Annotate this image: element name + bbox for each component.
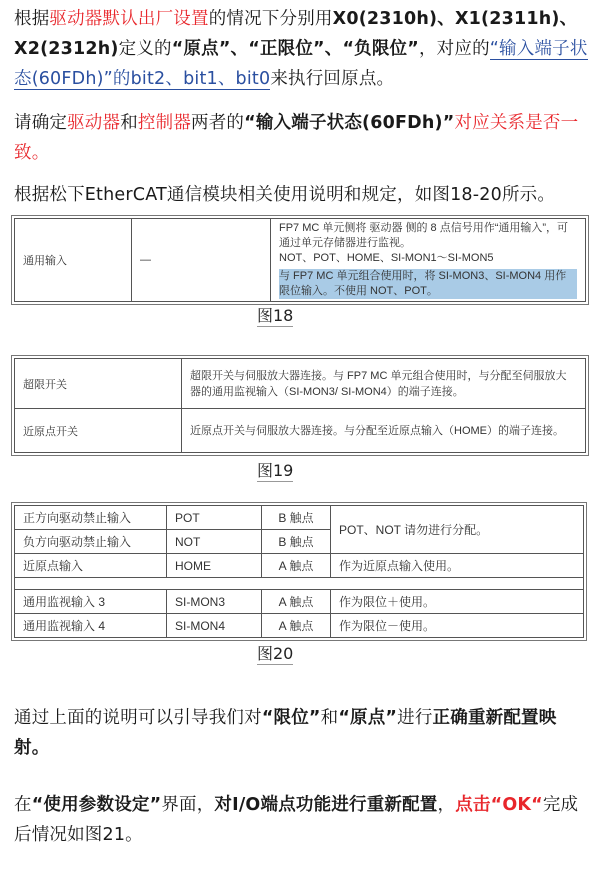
fig19-label: 超限开关 xyxy=(15,359,182,409)
text: 和 xyxy=(120,113,138,133)
signal-note: 作为限位＋使用。 xyxy=(331,590,584,614)
signal-note: POT、NOT 请勿进行分配。 xyxy=(331,506,584,554)
fig18-desc1: FP7 MC 单元侧将 驱动器 侧的 8 点信号用作“通用输入”，可通过单元存储器进行监视。 xyxy=(279,222,569,249)
reference-paragraph: 根据松下EtherCAT通信模块相关使用说明和规定，如图18-20所示。 xyxy=(14,185,556,205)
text: 完成后情况如图21。 xyxy=(14,795,579,845)
bold-text: “使用参数设定” xyxy=(31,795,162,815)
contact-type: B 触点 xyxy=(262,530,331,554)
ok-instruction: 点击“OK“ xyxy=(455,795,543,815)
text: 定义的 xyxy=(118,39,172,59)
fig18-caption: 图18 xyxy=(257,306,294,325)
signal-note: 作为近原点输入使用。 xyxy=(331,554,584,578)
contact-type: B 触点 xyxy=(262,506,331,530)
red-text: 驱动器 xyxy=(67,113,121,133)
confirm-paragraph xyxy=(14,108,588,168)
fig18-desc2: NOT、POT、HOME、SI-MON1～SI-MON5 xyxy=(279,252,494,264)
text: 来执行回原点。 xyxy=(270,69,395,89)
text: 通过上面的说明可以引导我们对 xyxy=(14,708,262,728)
signal-code: HOME xyxy=(167,554,262,578)
bold-text: “原点” xyxy=(338,708,398,728)
text: 在 xyxy=(14,795,32,815)
instruction-paragraph xyxy=(14,790,588,850)
contact-type: A 触点 xyxy=(262,614,331,638)
red-text: 驱动器默认出厂设置 xyxy=(49,9,209,29)
text: 根据 xyxy=(14,9,50,29)
fig19-table xyxy=(14,358,586,453)
fig19-caption: 图19 xyxy=(257,461,294,480)
text: 和 xyxy=(320,708,339,728)
signal-name: 通用监视输入 4 xyxy=(15,614,167,638)
text: ， xyxy=(437,795,456,815)
signal-name: 通用监视输入 3 xyxy=(15,590,167,614)
link-text[interactable]: “输入端子状态(60FDh)”的bit2、bit1、bit0 xyxy=(14,39,588,89)
signal-code: NOT xyxy=(167,530,262,554)
fig18-label: 通用输入 xyxy=(15,219,132,302)
text: 界面， xyxy=(161,795,215,815)
signal-name: 负方向驱动禁止输入 xyxy=(15,530,167,554)
gap-row xyxy=(15,578,584,590)
signal-code: SI-MON4 xyxy=(167,614,262,638)
bold-text: 正确重新配置映射。 xyxy=(14,708,557,758)
intro-paragraph xyxy=(14,4,588,94)
text: 两者的 xyxy=(191,113,245,133)
contact-type: A 触点 xyxy=(262,590,331,614)
bold-text: X0(2310h)、X1(2311h)、X2(2312h) xyxy=(14,9,578,59)
red-text: 对应关系是否一致。 xyxy=(14,113,579,163)
contact-type: A 触点 xyxy=(262,554,331,578)
fig19-desc: 超限开关与伺服放大器连接。与 FP7 MC 单元组合使用时，与分配至伺服放大器的通用监视输入（SI-MON3/ SI-MON4）的端子连接。 xyxy=(182,359,586,409)
fig19-desc: 近原点开关与伺服放大器连接。与分配至近原点输入（HOME）的端子连接。 xyxy=(182,409,586,453)
fig20-caption: 图20 xyxy=(257,644,294,663)
fig18-table xyxy=(14,218,586,302)
signal-name: 近原点输入 xyxy=(15,554,167,578)
text: ，对应的 xyxy=(418,39,490,59)
bold-text: 对I/O端点功能进行重新配置 xyxy=(214,795,438,815)
signal-code: SI-MON3 xyxy=(167,590,262,614)
signal-name: 正方向驱动禁止输入 xyxy=(15,506,167,530)
fig18-desc xyxy=(271,219,586,302)
signal-note: 作为限位－使用。 xyxy=(331,614,584,638)
bold-text: “原点”、“正限位”、“负限位” xyxy=(171,39,419,59)
guide-paragraph xyxy=(14,703,588,763)
signal-code: POT xyxy=(167,506,262,530)
bold-text: “限位” xyxy=(261,708,321,728)
text: 进行 xyxy=(397,708,433,728)
fig18-desc3-highlight: 与 FP7 MC 单元组合使用时，将 SI-MON3、SI-MON4 用作限位输入。不使用 NOT、POT。 xyxy=(279,269,577,299)
fig20-table xyxy=(14,505,584,638)
red-text: 控制器 xyxy=(137,113,192,133)
fig18-dash: — xyxy=(132,219,271,302)
text: 的情况下分别用 xyxy=(208,9,333,29)
bold-text: “输入端子状态(60FDh)” xyxy=(244,113,455,133)
fig19-label: 近原点开关 xyxy=(15,409,182,453)
text: 请确定 xyxy=(14,113,68,133)
